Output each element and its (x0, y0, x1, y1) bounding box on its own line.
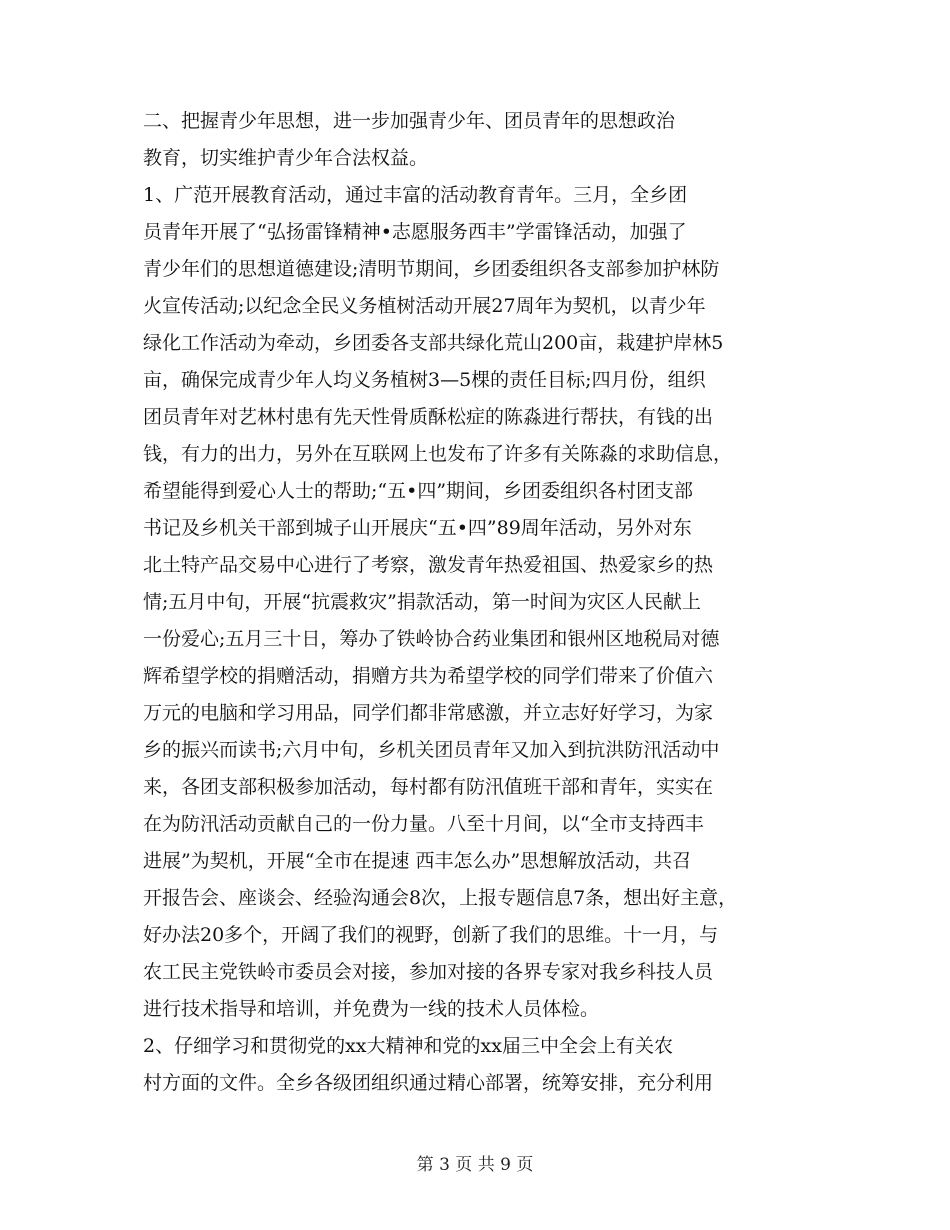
text-line: 来，各团支部积极参加活动，每村都有防汛值班干部和青年，实实在 (143, 776, 714, 798)
text-line: 1、广范开展教育活动，通过丰富的活动教育青年。三月，全乡团 (143, 184, 688, 206)
text-line: 书记及乡机关干部到城子山开展庆“五•四”89周年活动，另外对东 (143, 517, 692, 539)
text-line: 员青年开展了“弘扬雷锋精神•志愿服务西丰”学雷锋活动，加强了 (143, 221, 687, 243)
body-text (143, 103, 825, 1102)
text-line: 村方面的文件。全乡各级团组织通过精心部署，统筹安排，充分利用 (143, 1072, 714, 1094)
text-line: 进展”为契机，开展“全市在提速 西丰怎么办”思想解放活动，共召 (143, 850, 692, 872)
text-line: 一份爱心;五月三十日，筹办了铁岭协合药业集团和银州区地税局对德 (143, 628, 720, 650)
text-line: 团员青年对艺林村患有先天性骨质酥松症的陈淼进行帮扶，有钱的出 (143, 406, 714, 428)
text-line: 在为防汛活动贡献自己的一份力量。八至十月间，以“全市支持西丰 (143, 813, 704, 835)
text-line: 农工民主党铁岭市委员会对接，参加对接的各界专家对我乡科技人员 (143, 961, 714, 983)
page-number-footer: 第 3 页 共 9 页 (416, 1155, 534, 1175)
text-line: 乡的振兴而读书;六月中旬，乡机关团员青年又加入到抗洪防汛活动中 (143, 739, 720, 761)
text-line: 火宣传活动;以纪念全民义务植树活动开展27周年为契机，以青少年 (143, 295, 706, 317)
text-line: 开报告会、座谈会、经验沟通会8次，上报专题信息7条，想出好主意， (143, 887, 738, 909)
text-line: 钱，有力的出力，另外在互联网上也发布了许多有关陈淼的求助信息， (143, 443, 733, 465)
text-line: 绿化工作活动为牵动，乡团委各支部共绿化荒山200亩，栽建护岸林5 (143, 332, 724, 354)
text-line: 教育，切实维护青少年合法权益。 (143, 147, 429, 169)
text-line: 青少年们的思想道德建设;清明节期间，乡团委组织各支部参加护林防 (143, 258, 720, 280)
text-line: 万元的电脑和学习用品，同学们都非常感激，并立志好好学习，为家 (143, 702, 714, 724)
text-line: 情;五月中旬，开展“抗震救灾”捐款活动，第一时间为灾区人民献上 (143, 591, 701, 613)
text-line: 进行技术指导和培训，并免费为一线的技术人员体检。 (143, 998, 600, 1020)
text-line: 好办法20多个，开阔了我们的视野，创新了我们的思维。十一月，与 (143, 924, 719, 946)
text-line: 二、把握青少年思想，进一步加强青少年、团员青年的思想政治 (143, 110, 676, 132)
text-line: 2、仔细学习和贯彻党的xx大精神和党的xx届三中全会上有关农 (143, 1035, 673, 1057)
text-line: 希望能得到爱心人士的帮助;“五•四”期间，乡团委组织各村团支部 (143, 480, 694, 502)
text-line: 辉希望学校的捐赠活动，捐赠方共为希望学校的同学们带来了价值六 (143, 665, 714, 687)
text-line: 亩，确保完成青少年人均义务植树3—5棵的责任目标;四月份，组织 (143, 369, 706, 391)
text-line: 北土特产品交易中心进行了考察，激发青年热爱祖国、热爱家乡的热 (143, 554, 714, 576)
